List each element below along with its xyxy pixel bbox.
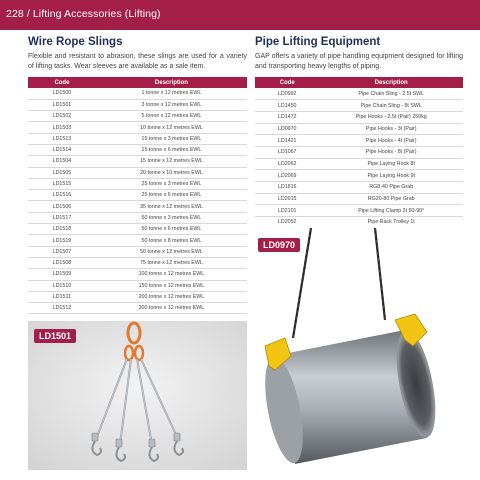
code-column-header: Code bbox=[255, 77, 319, 88]
product-code-cell: LD1518 bbox=[28, 224, 96, 235]
product-description-cell: Pipe Hooks - 3t (Pair) bbox=[319, 123, 463, 135]
product-code-cell: LD1503 bbox=[28, 122, 96, 133]
table-row bbox=[255, 170, 463, 182]
table-row bbox=[255, 123, 463, 135]
pipe-lifting-intro: GAP offers a variety of pipe handling equipment designed for lifting and transporting heavy lengths of piping. bbox=[255, 53, 463, 70]
product-description-cell: 75 tonne x 12 metres EWL bbox=[96, 257, 247, 268]
product-description-cell: 15 tonne x 3 metres EWL bbox=[96, 133, 247, 144]
product-description-cell: 3 tonne x 12 metres EWL bbox=[96, 99, 247, 110]
table-row bbox=[28, 246, 247, 257]
product-description-cell: 300 tonne x 12 metres EWL bbox=[96, 303, 247, 314]
product-description-cell: 10 tonne x 12 metres EWL bbox=[96, 122, 247, 133]
table-row bbox=[28, 257, 247, 268]
product-code-cell: LD1511 bbox=[28, 291, 96, 302]
product-code-cell: LD2101 bbox=[255, 205, 319, 217]
table-row bbox=[28, 303, 247, 314]
table-row bbox=[28, 144, 247, 155]
product-code-cell: LD0970 bbox=[255, 123, 319, 135]
pipe-lifting-title: Pipe Lifting Equipment bbox=[255, 36, 381, 48]
product-code-cell: LD1516 bbox=[28, 190, 96, 201]
table-row bbox=[28, 156, 247, 167]
wire-rope-intro: Flexible and resistant to abrasion, these slings are used for a variety of lifting tasks. Wear sleeves are available as a sale item. bbox=[28, 53, 247, 70]
description-column-header: Description bbox=[319, 77, 463, 88]
product-description-cell: 50 tonne x 12 metres EWL bbox=[96, 246, 247, 257]
product-code-cell: LD1507 bbox=[28, 246, 96, 257]
code-column-header: Code bbox=[28, 77, 96, 88]
table-row bbox=[255, 217, 463, 229]
product-code-cell: LD1421 bbox=[255, 135, 319, 147]
wire-rope-section bbox=[28, 36, 247, 314]
table-row bbox=[255, 88, 463, 100]
table-row bbox=[255, 111, 463, 123]
pipe-lifting-section bbox=[255, 36, 463, 229]
product-description-cell: Pipe Chain Sling - 2.5t SWL bbox=[319, 88, 463, 100]
pipe-lifting-table bbox=[255, 77, 463, 229]
table-row bbox=[28, 133, 247, 144]
product-description-cell: 20 tonne x 10 metres EWL bbox=[96, 167, 247, 178]
product-code-cell: LD1519 bbox=[28, 235, 96, 246]
product-description-cell: Pipe Laying Hook 9t bbox=[319, 170, 463, 182]
page-breadcrumb: 228 / Lifting Accessories (Lifting) bbox=[6, 8, 161, 20]
product-description-cell: 5 tonne x 12 metres EWL bbox=[96, 111, 247, 122]
table-row bbox=[28, 122, 247, 133]
table-row bbox=[255, 205, 463, 217]
table-row bbox=[28, 224, 247, 235]
product-code-cell: LD1513 bbox=[28, 133, 96, 144]
table-row bbox=[255, 158, 463, 170]
product-code-cell: LD1517 bbox=[28, 212, 96, 223]
product-code-cell: LD1504 bbox=[28, 156, 96, 167]
pipe-hooks-product-tag: LD0970 bbox=[258, 238, 300, 252]
pipe-hooks-photo bbox=[255, 228, 463, 470]
table-row bbox=[255, 135, 463, 147]
pipe-lifting-table-body bbox=[255, 88, 463, 228]
description-column-header: Description bbox=[96, 77, 247, 88]
table-row bbox=[28, 212, 247, 223]
product-code-cell: LD1472 bbox=[255, 111, 319, 123]
table-row bbox=[28, 167, 247, 178]
product-code-cell: LD1450 bbox=[255, 100, 319, 112]
table-header-row bbox=[28, 77, 247, 88]
product-code-cell: LD1505 bbox=[28, 167, 96, 178]
wire-rope-title: Wire Rope Slings bbox=[28, 36, 123, 48]
product-code-cell: LD2069 bbox=[255, 170, 319, 182]
table-row bbox=[28, 269, 247, 280]
product-description-cell: Pipe Hooks - 2.5t (Pair) 250kg bbox=[319, 111, 463, 123]
product-description-cell: Pipe Hooks - 8t (Pair) bbox=[319, 146, 463, 158]
product-code-cell: LD1506 bbox=[28, 201, 96, 212]
product-description-cell: 15 tonne x 6 metres EWL bbox=[96, 144, 247, 155]
product-code-cell: LD1510 bbox=[28, 280, 96, 291]
product-code-cell: LD1816 bbox=[255, 182, 319, 194]
product-description-cell: 50 tonne x 6 metres EWL bbox=[96, 224, 247, 235]
product-code-cell: LD1067 bbox=[255, 146, 319, 158]
product-description-cell: Pipe Hooks - 4t (Pair) bbox=[319, 135, 463, 147]
table-row bbox=[28, 291, 247, 302]
product-code-cell: LD1502 bbox=[28, 111, 96, 122]
product-description-cell: 50 tonne x 3 metres EWL bbox=[96, 212, 247, 223]
table-header-row bbox=[255, 77, 463, 88]
product-description-cell: 100 tonne x 12 metres EWL bbox=[96, 269, 247, 280]
product-description-cell: 25 tonne x 6 metres EWL bbox=[96, 190, 247, 201]
product-description-cell: RG8-40 Pipe Grab bbox=[319, 182, 463, 194]
table-row bbox=[28, 111, 247, 122]
wire-rope-product-tag: LD1501 bbox=[34, 329, 76, 343]
product-description-cell: 25 tonne x 3 metres EWL bbox=[96, 178, 247, 189]
table-row bbox=[28, 190, 247, 201]
table-row bbox=[28, 88, 247, 99]
table-row bbox=[255, 100, 463, 112]
product-code-cell: LD1512 bbox=[28, 303, 96, 314]
table-row bbox=[255, 193, 463, 205]
wire-rope-table bbox=[28, 77, 247, 314]
wire-rope-table-body bbox=[28, 88, 247, 314]
table-row bbox=[255, 182, 463, 194]
product-code-cell: LD1501 bbox=[28, 99, 96, 110]
product-description-cell: 1 tonne x 12 metres EWL bbox=[96, 88, 247, 99]
product-description-cell: 35 tonne x 12 metres EWL bbox=[96, 201, 247, 212]
product-code-cell: LD1509 bbox=[28, 269, 96, 280]
product-description-cell: RG20-80 Pipe Grab bbox=[319, 193, 463, 205]
product-description-cell: Pipe Lifting Clamp 2t 60-90° bbox=[319, 205, 463, 217]
product-description-cell: Pipe Rack Trolley 1t bbox=[319, 217, 463, 229]
pipe-hooks-illustration bbox=[255, 228, 463, 470]
product-description-cell: 200 tonne x 12 metres EWL bbox=[96, 291, 247, 302]
product-description-cell: 15 tonne x 12 metres EWL bbox=[96, 156, 247, 167]
product-description-cell: 50 tonne x 8 metres EWL bbox=[96, 235, 247, 246]
table-row bbox=[28, 178, 247, 189]
product-code-cell: LD1508 bbox=[28, 257, 96, 268]
product-code-cell: LD1500 bbox=[28, 88, 96, 99]
table-row bbox=[28, 235, 247, 246]
product-description-cell: Pipe Chain Sling - 8t SWL bbox=[319, 100, 463, 112]
product-code-cell: LD2062 bbox=[255, 158, 319, 170]
product-code-cell: LD0992 bbox=[255, 88, 319, 100]
table-row bbox=[28, 280, 247, 291]
table-row bbox=[28, 99, 247, 110]
product-code-cell: LD1514 bbox=[28, 144, 96, 155]
wire-rope-sling-illustration bbox=[28, 321, 247, 470]
product-description-cell: Pipe Laying Hook 8t bbox=[319, 158, 463, 170]
product-code-cell: LD1515 bbox=[28, 178, 96, 189]
product-code-cell: LD2015 bbox=[255, 193, 319, 205]
page-header-bar bbox=[0, 0, 480, 30]
wire-rope-sling-photo bbox=[28, 321, 247, 470]
product-code-cell: LD2052 bbox=[255, 217, 319, 229]
product-description-cell: 150 tonne x 12 metres EWL bbox=[96, 280, 247, 291]
table-row bbox=[28, 201, 247, 212]
table-row bbox=[255, 146, 463, 158]
